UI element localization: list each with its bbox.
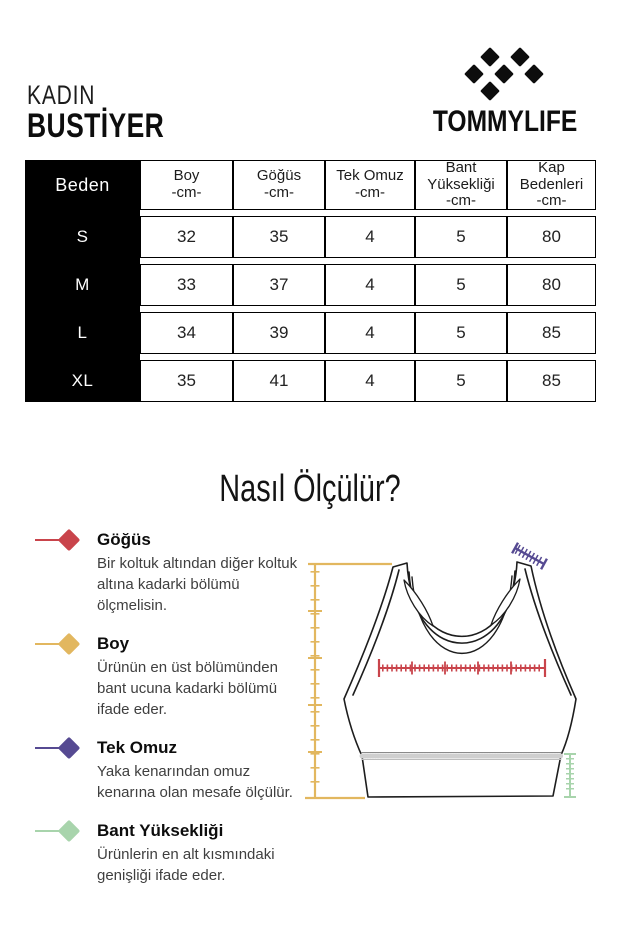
legend-item-tek-omuz — [35, 737, 303, 803]
table-value: 4 — [325, 216, 415, 258]
legend-description: Bir koltuk altından diğer koltuk altına kadarki bölümü ölçmelisin. — [97, 555, 298, 614]
header — [27, 42, 593, 145]
legend-item-bant-yuksekligi — [35, 820, 303, 886]
shoulder-diamond-icon — [35, 737, 87, 759]
table-value: 5 — [415, 264, 507, 306]
column-label: Tek Omuz — [336, 167, 404, 185]
column-label: Göğüs — [256, 167, 302, 185]
table-value: 4 — [325, 264, 415, 306]
table-value: 32 — [140, 216, 233, 258]
column-header-kap-bedenleri — [507, 160, 596, 210]
bustier-drawing — [344, 562, 576, 797]
table-value: 85 — [507, 312, 596, 354]
table-value: 35 — [233, 216, 325, 258]
table-value: 80 — [507, 264, 596, 306]
column-label: Boy — [173, 167, 200, 185]
brand-diamonds-icon — [459, 45, 551, 103]
row-size-label: L — [77, 323, 88, 342]
table-value: 5 — [415, 216, 507, 258]
column-header-bant-yuksekligi — [415, 160, 507, 210]
column-label: Bant Yüksekliği — [427, 158, 495, 193]
column-unit: -cm- — [171, 184, 202, 201]
row-size-label: M — [75, 275, 90, 294]
legend-item-boy — [35, 633, 303, 720]
legend-title: Bant Yüksekliği — [97, 821, 224, 840]
table-value: 4 — [325, 360, 415, 402]
column-unit: -cm- — [536, 192, 567, 210]
legend-title: Boy — [97, 634, 130, 653]
band-diamond-icon — [35, 820, 87, 842]
column-unit: -cm- — [355, 184, 385, 201]
table-corner-header: Beden — [55, 174, 110, 195]
category-label: KADIN — [27, 80, 96, 110]
brand-name: TOMMYLIFE — [432, 105, 578, 138]
bustier-diagram — [300, 531, 615, 866]
length-diamond-icon — [35, 633, 87, 655]
legend-description: Ürünün en üst bölümünden bant ucuna kadarki bölümü ifade eder. — [97, 659, 278, 718]
legend-description: Yaka kenarından omuz kenarına olan mesafe ölçülür. — [97, 763, 293, 801]
table-value: 35 — [140, 360, 233, 402]
table-value: 34 — [140, 312, 233, 354]
column-header-gogus — [233, 160, 325, 210]
chest-diamond-icon — [35, 529, 87, 551]
size-table-grid — [25, 160, 596, 402]
how-to-measure-title: Nasıl Ölçülür? — [219, 468, 401, 510]
product-heading — [27, 42, 203, 145]
legend-item-gogus — [35, 529, 303, 616]
product-title: BUSTİYER — [27, 107, 165, 145]
table-value: 33 — [140, 264, 233, 306]
column-header-tek-omuz — [325, 160, 415, 210]
measurement-legend — [35, 529, 303, 886]
table-value: 4 — [325, 312, 415, 354]
legend-title: Tek Omuz — [97, 738, 177, 757]
column-label: Kap Bedenleri — [519, 158, 584, 193]
band-ruler — [564, 754, 576, 797]
legend-title: Göğüs — [97, 530, 151, 549]
row-size-label: XL — [71, 371, 94, 390]
size-table — [25, 160, 596, 402]
legend-description: Ürünlerin en alt kısmındaki genişliği ifade eder. — [97, 846, 275, 884]
table-value: 85 — [507, 360, 596, 402]
table-value: 37 — [233, 264, 325, 306]
bustier-diagram-svg — [300, 531, 615, 866]
table-value: 41 — [233, 360, 325, 402]
table-value: 5 — [415, 312, 507, 354]
table-value: 5 — [415, 360, 507, 402]
table-value: 80 — [507, 216, 596, 258]
column-header-boy — [140, 160, 233, 210]
column-unit: -cm- — [446, 192, 476, 210]
row-size-label: S — [76, 227, 89, 246]
table-value: 39 — [233, 312, 325, 354]
column-unit: -cm- — [264, 184, 294, 201]
brand-logo — [417, 42, 593, 142]
